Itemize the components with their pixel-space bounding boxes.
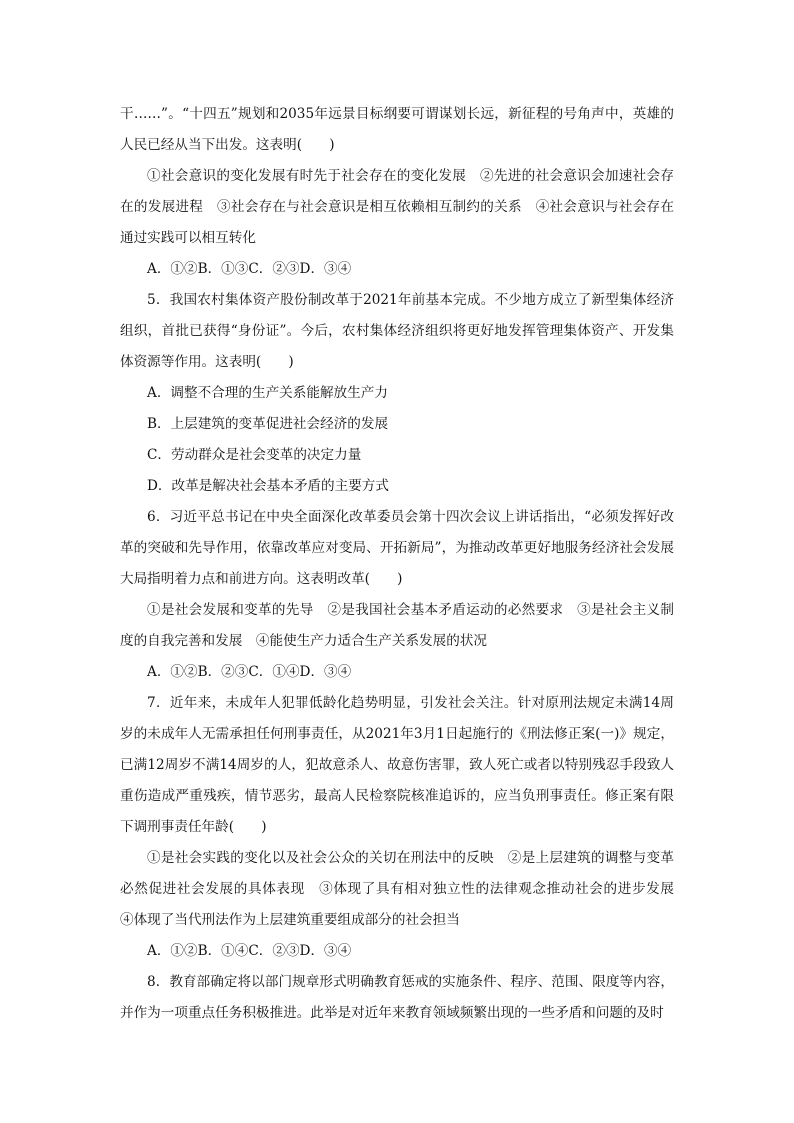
q6-choices: A．①②B．②③C．①④D．③④ — [147, 664, 352, 680]
q5-option-a: A．调整不合理的生产关系能解放生产力 — [147, 385, 388, 401]
q4-statements: ①社会意识的变化发展有时先于社会存在的变化发展 ②先进的社会意识会加速社会存在的发展进程 ③社会存在与社会意识是相互依赖相互制约的关系 ④社会意识与社会存在通过实践可以相互转化 — [120, 168, 674, 246]
q7-statements: ①是社会实践的变化以及社会公众的关切在刑法中的反映 ②是上层建筑的调整与变革必然促进社会发展的具体表现 ③体现了具有相对独立性的法律观念推动社会的进步发展 ④体现了当代刑法作为上层建筑重要组成部分的社会担当 — [120, 850, 688, 928]
q6-statements: ①是社会发展和变革的先导 ②是我国社会基本矛盾运动的必然要求 ③是社会主义制度的自我完善和发展 ④能使生产力适合生产关系发展的状况 — [120, 602, 674, 649]
q5-option-d: D．改革是解决社会基本矛盾的主要方式 — [147, 478, 389, 494]
q7-stem: 7．近年来，未成年人犯罪低龄化趋势明显，引发社会关注。针对原刑法规定未满14周岁的未成年人无需承担任何刑事责任，从2021年3月1日起施行的《刑法修正案(一)》规定，已满12周岁不满14周岁的人，犯故意杀人、故意伤害罪，致人死亡或者以特别残忍手段致人重伤造成严重残疾，情节恶劣，最高人民检察院核准追诉的，应当负刑事责任。修正案有限下调刑事责任年龄( ) — [120, 695, 674, 835]
q5-option-c: C．劳动群众是社会变革的决定力量 — [147, 447, 362, 463]
q6-stem: 6．习近平总书记在中央全面深化改革委员会第十四次会议上讲话指出，“必须发挥好改革的突破和先导作用，依靠改革应对变局、开拓新局”，为推动改革更好地服务经济社会发展大局指明着力点和前进方向。这表明改革( ) — [120, 509, 674, 587]
q4-choices: A．①②B．①③C．②③D．③④ — [147, 261, 352, 277]
q8-stem: 8．教育部确定将以部门规章形式明确教育惩戒的实施条件、程序、范围、限度等内容，并作为一项重点任务积极推进。此举是对近年来教育领域频繁出现的一些矛盾和问题的及时 — [120, 974, 674, 1021]
q5-stem: 5．我国农村集体资产股份制改革于2021年前基本完成。不少地方成立了新型集体经济组织，首批已获得“身份证”。今后，农村集体经济组织将更好地发挥管理集体资产、开发集体资源等作用。这表明( ) — [120, 292, 674, 370]
q5-option-b: B．上层建筑的变革促进社会经济的发展 — [147, 416, 389, 432]
q4-stem: 干……”。“十四五”规划和2035年远景目标纲要可谓谋划长远，新征程的号角声中，英雄的人民已经从当下出发。这表明( ) — [120, 106, 674, 153]
q7-choices: A．①②B．①④C．②③D．③④ — [147, 943, 352, 959]
